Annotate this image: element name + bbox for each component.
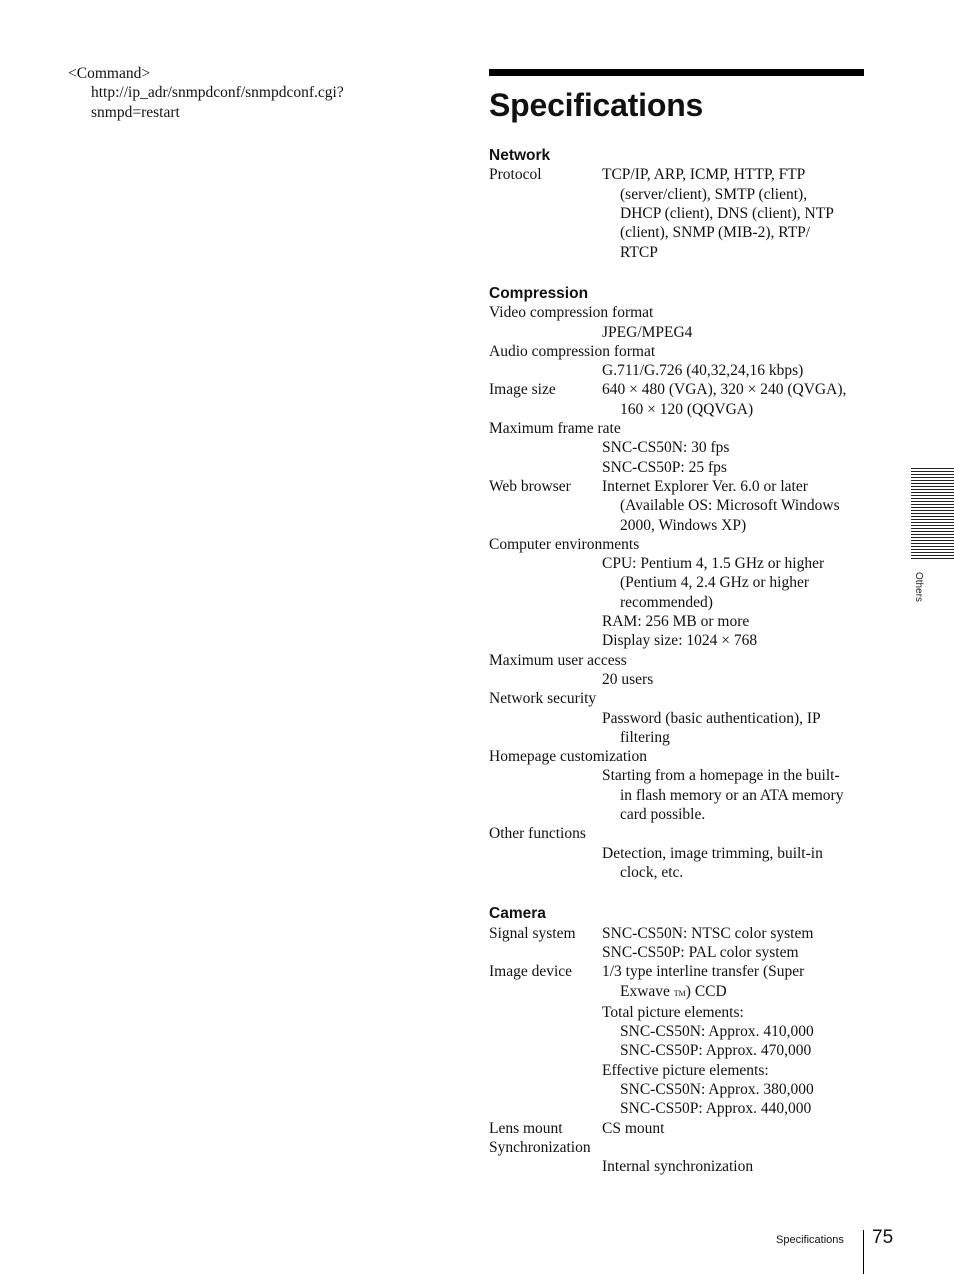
image-size-line: 640 × 480 (VGA), 320 × 240 (QVGA), xyxy=(602,381,847,399)
page-number: 75 xyxy=(872,1227,894,1248)
side-tab-stripe xyxy=(911,516,954,517)
footer-divider xyxy=(863,1230,864,1274)
command-param: snmpd=restart xyxy=(91,103,180,121)
side-tab-stripe xyxy=(911,531,954,532)
ram-line: RAM: 256 MB or more xyxy=(602,613,750,631)
title-rule xyxy=(489,69,864,76)
side-tab-stripe xyxy=(911,468,954,469)
image-size-row xyxy=(489,380,865,419)
side-tab-stripe xyxy=(911,552,954,553)
side-tab-stripe xyxy=(911,540,954,541)
homepage-line: in flash memory or an ATA memory xyxy=(620,786,844,804)
synchronization-value: Internal synchronization xyxy=(602,1158,754,1176)
side-tab-stripe xyxy=(911,513,954,514)
other-functions-line: Detection, image trimming, built-in xyxy=(602,844,823,862)
command-block xyxy=(68,64,344,122)
side-tab-stripe xyxy=(911,486,954,487)
side-tab-stripe xyxy=(911,480,954,481)
browser-line: 2000, Windows XP) xyxy=(620,516,747,534)
homepage-line: Starting from a homepage in the built- xyxy=(602,767,840,785)
security-line: filtering xyxy=(620,728,670,746)
side-tab-stripe xyxy=(911,483,954,484)
security-line: Password (basic authentication), IP xyxy=(602,709,821,727)
camera-section xyxy=(489,904,865,1176)
image-size-label: Image size xyxy=(489,381,556,399)
side-tab-stripe xyxy=(911,537,954,538)
camera-heading: Camera xyxy=(489,905,546,923)
side-tab-stripe xyxy=(911,495,954,496)
protocol-line: DHCP (client), DNS (client), NTP xyxy=(620,205,834,222)
image-size-line: 160 × 120 (QQVGA) xyxy=(620,400,754,418)
computer-env-label: Computer environments xyxy=(489,535,640,553)
lens-mount-row xyxy=(489,1119,865,1138)
display-size-line: Display size: 1024 × 768 xyxy=(602,632,758,650)
frame-rate-label: Maximum frame rate xyxy=(489,420,621,438)
signal-line: SNC-CS50P: PAL color system xyxy=(602,943,799,961)
protocol-line: RTCP xyxy=(620,243,658,261)
side-tab-stripe xyxy=(911,507,954,508)
user-access-value: 20 users xyxy=(602,670,654,688)
trademark-mark: TM xyxy=(673,988,686,998)
side-tab-stripe xyxy=(911,471,954,472)
web-browser-label: Web browser xyxy=(489,477,571,495)
audio-format-value: G.711/G.726 (40,32,24,16 kbps) xyxy=(602,362,804,380)
synchronization-label: Synchronization xyxy=(489,1138,591,1156)
side-tab-stripe xyxy=(911,489,954,490)
image-device-row xyxy=(489,962,865,1118)
signal-line: SNC-CS50N: NTSC color system xyxy=(602,924,814,942)
side-tab-stripe xyxy=(911,498,954,499)
side-tab-stripe xyxy=(911,543,954,544)
total-elements-label: Total picture elements: xyxy=(602,1003,744,1021)
side-tab-stripe xyxy=(911,510,954,511)
effective-elements-p: SNC-CS50P: Approx. 440,000 xyxy=(620,1100,812,1118)
side-tab-stripe xyxy=(911,546,954,547)
lens-mount-label: Lens mount xyxy=(489,1119,563,1137)
protocol-label: Protocol xyxy=(489,166,542,184)
side-tab-stripe xyxy=(911,519,954,520)
side-tab-stripe xyxy=(911,474,954,475)
protocol-value xyxy=(602,165,864,261)
side-tab-stripe xyxy=(911,492,954,493)
user-access-label: Maximum user access xyxy=(489,651,627,669)
protocol-line: (server/client), SMTP (client), xyxy=(620,185,808,203)
effective-elements-n: SNC-CS50N: Approx. 380,000 xyxy=(620,1080,814,1098)
side-tab-stripe xyxy=(911,525,954,526)
image-device-value xyxy=(602,962,864,1118)
browser-line: Internet Explorer Ver. 6.0 or later xyxy=(602,477,808,495)
signal-system-label: Signal system xyxy=(489,924,576,942)
device-line: 1/3 type interline transfer (Super xyxy=(602,963,805,981)
signal-system-value xyxy=(602,924,864,963)
side-tab-stripe xyxy=(911,558,954,559)
side-tab-stripe xyxy=(911,522,954,523)
footer-section-label: Specifications xyxy=(776,1234,844,1246)
effective-elements-label: Effective picture elements: xyxy=(602,1061,769,1079)
compression-section xyxy=(489,284,865,882)
device-exwave: Exwave xyxy=(620,982,670,1000)
signal-system-row xyxy=(489,924,865,963)
protocol-row xyxy=(489,165,865,261)
side-tab-stripe xyxy=(911,528,954,529)
specifications-column xyxy=(489,69,865,1176)
side-tab-stripe xyxy=(911,549,954,550)
side-tab-stripe xyxy=(911,504,954,505)
web-browser-value xyxy=(602,477,864,535)
network-security-label: Network security xyxy=(489,690,597,708)
network-section xyxy=(489,146,865,262)
side-tab-stripe xyxy=(911,477,954,478)
total-elements-n: SNC-CS50N: Approx. 410,000 xyxy=(620,1023,814,1041)
compression-heading: Compression xyxy=(489,284,589,302)
browser-line: (Available OS: Microsoft Windows xyxy=(620,497,840,515)
homepage-label: Homepage customization xyxy=(489,748,647,766)
protocol-line: TCP/IP, ARP, ICMP, HTTP, FTP xyxy=(602,166,806,184)
frame-rate-n: SNC-CS50N: 30 fps xyxy=(602,439,730,457)
total-elements-p: SNC-CS50P: Approx. 470,000 xyxy=(620,1042,812,1060)
command-url: http://ip_adr/snmpdconf/snmpdconf.cgi? xyxy=(91,84,344,102)
side-tab-stripes xyxy=(911,468,954,561)
cpu-line: CPU: Pentium 4, 1.5 GHz or higher xyxy=(602,555,825,573)
device-ccd: ) CCD xyxy=(685,982,727,1000)
video-format-value: JPEG/MPEG4 xyxy=(602,323,693,341)
cpu-line: recommended) xyxy=(620,593,713,611)
image-size-value xyxy=(602,380,864,419)
audio-format-label: Audio compression format xyxy=(489,342,656,360)
side-tab-stripe xyxy=(911,501,954,502)
side-tab-label: Others xyxy=(913,572,924,603)
homepage-line: card possible. xyxy=(620,806,706,824)
frame-rate-p: SNC-CS50P: 25 fps xyxy=(602,458,727,476)
image-device-label: Image device xyxy=(489,963,573,981)
side-tab-stripe xyxy=(911,534,954,535)
lens-mount-value: CS mount xyxy=(602,1119,665,1137)
network-heading: Network xyxy=(489,147,551,164)
page-title: Specifications xyxy=(489,87,704,123)
other-functions-line: clock, etc. xyxy=(620,863,684,881)
command-tag: <Command> xyxy=(68,65,151,82)
video-format-label: Video compression format xyxy=(489,304,654,322)
web-browser-row xyxy=(489,477,865,535)
cpu-line: (Pentium 4, 2.4 GHz or higher xyxy=(620,574,809,592)
device-line xyxy=(602,982,864,1003)
side-tab-stripe xyxy=(911,555,954,556)
other-functions-label: Other functions xyxy=(489,825,586,843)
protocol-line: (client), SNMP (MIB-2), RTP/ xyxy=(620,224,811,242)
